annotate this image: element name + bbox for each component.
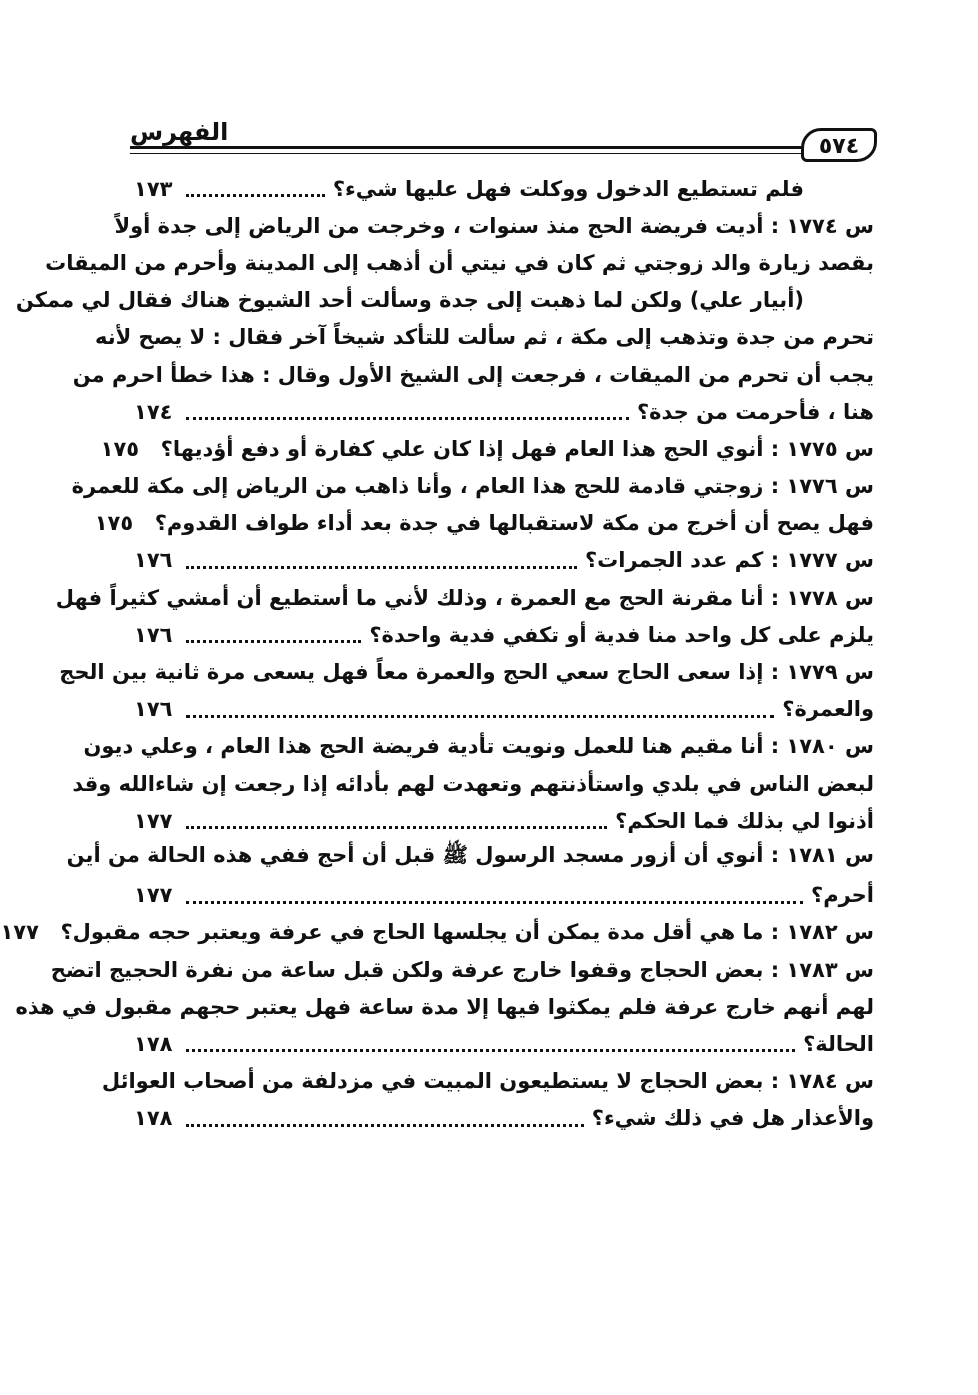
entry-text: والعمرة؟ <box>782 697 874 722</box>
dot-leader <box>186 566 577 569</box>
dot-leader <box>186 1049 795 1052</box>
entry-text: أحرم؟ <box>811 883 874 908</box>
entry-page-number: ١٧٦ <box>134 548 173 573</box>
entry-page-number: ١٧٣ <box>134 176 173 201</box>
entry-text: س ١٧٨٤ : بعض الحجاج لا يستطيعون المبيت في مزدلفة من أصحاب العوائل <box>101 1069 874 1094</box>
page-header <box>130 108 877 158</box>
index-entry-line <box>114 207 874 244</box>
index-entry-line <box>94 319 874 356</box>
entry-page-number: ١٧٥ <box>94 511 134 536</box>
index-entry-line <box>134 616 874 653</box>
header-rule-thick <box>130 146 807 149</box>
entry-text: فهل يصح أن أخرج من مكة لاستقبالها في جدة بعد أداء طواف القدوم؟ <box>154 511 874 536</box>
index-entry-line <box>94 505 874 542</box>
page-title: الفهرس <box>130 118 229 146</box>
index-entry-line <box>134 802 874 839</box>
index-entry-line <box>55 579 874 616</box>
entry-page-number: ١٧٧ <box>134 883 173 908</box>
dot-leader <box>186 194 325 197</box>
entry-text: يلزم على كل واحد منا فدية أو تكفي فدية واحدة؟ <box>369 622 874 647</box>
header-rule-thin <box>130 153 807 154</box>
entry-text: بقصد زيارة والد زوجتي ثم كان في نيتي أن أذهب إلى المدينة وأحرم من الميقات <box>45 250 874 275</box>
index-entry-line <box>72 765 874 802</box>
index-entry-line <box>134 877 874 914</box>
index-entry-line <box>134 170 874 207</box>
dot-leader <box>186 1124 584 1127</box>
entry-text: س ١٧٨٣ : بعض الحجاج وقفوا خارج عرفة ولكن قبل ساعة من نفرة الحجيج اتضح <box>50 957 874 982</box>
entry-text: تحرم من جدة وتذهب إلى مكة ، ثم سألت للتأكد شيخاً آخر فقال : لا يصح لأنه <box>94 325 874 350</box>
entry-text: والأعذار هل في ذلك شيء؟ <box>591 1106 874 1131</box>
entry-text: س ١٧٨١ : أنوي أن أزور مسجد الرسول ﷺ قبل أن أحج ففي هذه الحالة من أين <box>66 843 874 868</box>
entry-text: س ١٧٨٠ : أنا مقيم هنا للعمل ونويت تأدية فريضة الحج هذا العام ، وعلي ديون <box>83 734 874 759</box>
entry-text: س ١٧٧٦ : زوجتي قادمة للحج هذا العام ، وأنا ذاهب من الرياض إلى مكة للعمرة <box>71 474 874 499</box>
page-number-badge: ٥٧٤ <box>801 128 877 162</box>
index-entry-line <box>71 468 874 505</box>
index-entry-line <box>134 393 874 430</box>
index-entry-line <box>15 282 874 319</box>
index-entry-line <box>100 430 874 467</box>
index-entry-line <box>134 1025 874 1062</box>
entry-text: لبعض الناس في بلدي واستأذنتهم وتعهدت لهم بأدائه إذا رجعت إن شاءالله وقد <box>72 771 874 796</box>
entry-page-number: ١٧٨ <box>134 1106 173 1131</box>
entry-page-number: ١٧٥ <box>100 436 140 461</box>
index-entries <box>0 170 874 1137</box>
entry-page-number: ١٧٧ <box>0 920 39 945</box>
entry-page-number: ١٧٧ <box>134 808 173 833</box>
index-entry-line <box>15 988 874 1025</box>
index-entry-line <box>101 1063 874 1100</box>
entry-text: س ١٧٧٧ : كم عدد الجمرات؟ <box>585 548 874 573</box>
index-entry-line <box>0 914 874 951</box>
entry-text: أذنوا لي بذلك فما الحكم؟ <box>615 808 874 833</box>
entry-page-number: ١٧٨ <box>134 1031 173 1056</box>
dot-leader <box>186 826 607 829</box>
index-entry-line <box>134 1100 874 1137</box>
index-entry-line <box>134 542 874 579</box>
entry-page-number: ١٧٤ <box>134 399 173 424</box>
index-entry-line <box>59 653 874 690</box>
entry-text: يجب أن تحرم من الميقات ، فرجعت إلى الشيخ الأول وقال : هذا خطأ احرم من <box>72 362 874 387</box>
entry-text: س ١٧٧٩ : إذا سعى الحاج سعي الحج والعمرة معاً فهل يسعى مرة ثانية بين الحج <box>59 660 874 685</box>
entry-page-number: ١٧٦ <box>134 697 173 722</box>
entry-text: (أبيار علي) ولكن لما ذهبت إلى جدة وسألت أحد الشيوخ هناك فقال لي ممكن <box>15 288 804 313</box>
dot-leader <box>186 640 361 643</box>
index-entry-line <box>72 356 874 393</box>
entry-text: س ١٧٨٢ : ما هي أقل مدة يمكن أن يجلسها الحاج في عرفة ويعتبر حجه مقبول؟ <box>60 920 874 945</box>
entry-text: س ١٧٧٤ : أديت فريضة الحج منذ سنوات ، وخرجت من الرياض إلى جدة أولاً <box>114 213 874 238</box>
entry-text: الحالة؟ <box>803 1031 874 1056</box>
dot-leader <box>186 417 629 420</box>
entry-text: فلم تستطيع الدخول ووكلت فهل عليها شيء؟ <box>332 176 804 201</box>
index-entry-line <box>45 244 874 281</box>
entry-text: س ١٧٧٨ : أنا مقرنة الحج مع العمرة ، وذلك لأني ما أستطيع أن أمشي كثيراً فهل <box>55 585 874 610</box>
index-entry-line <box>134 691 874 728</box>
index-entry-line <box>50 951 874 988</box>
dot-leader <box>186 901 803 904</box>
entry-text: س ١٧٧٥ : أنوي الحج هذا العام فهل إذا كان علي كفارة أو دفع أؤديها؟ <box>160 436 874 461</box>
entry-page-number: ١٧٦ <box>134 622 173 647</box>
dot-leader <box>186 715 774 718</box>
index-entry-line <box>66 839 874 876</box>
index-entry-line <box>83 728 874 765</box>
entry-text: لهم أنهم خارج عرفة فلم يمكثوا فيها إلا مدة ساعة فهل يعتبر حجهم مقبول في هذه <box>15 994 874 1019</box>
entry-text: هنا ، فأحرمت من جدة؟ <box>636 399 874 424</box>
